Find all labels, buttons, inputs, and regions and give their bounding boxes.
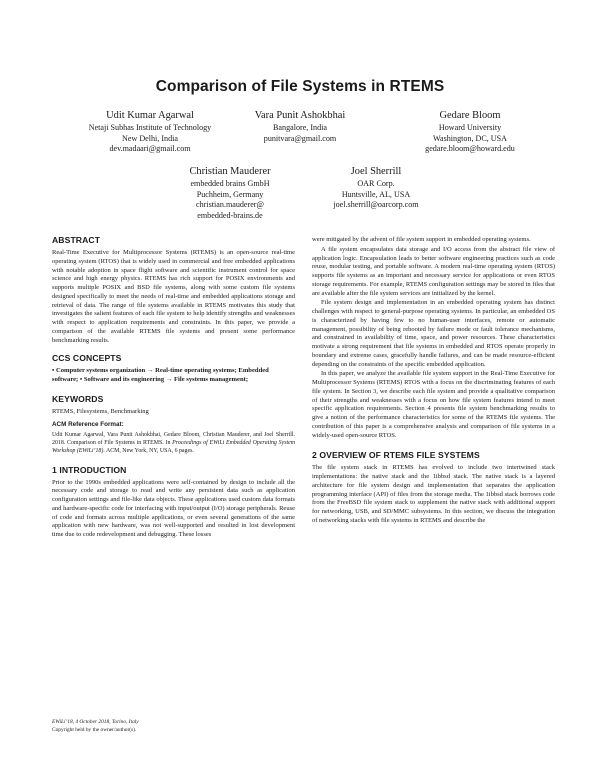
footnote [52,719,295,735]
reference-format-text [52,431,295,455]
ccs-concept-1: • Computer systems organization → Real-time operating systems; Embedded software; [52,367,269,384]
keywords-text: RTEMS, Filesystems, Benchmarking [52,408,149,416]
author-email: joel.sherrill@oarcorp.com [333,200,419,210]
author-block [214,109,386,144]
author-location: Huntsville, AL, USA [341,189,411,199]
author-email-cont: embedded-brains.de [197,210,263,220]
overview-paragraph: The file system stack in RTEMS has evolved to include two intertwined stack implementations: the native stack and the 1ibbsd stack. The native stack is a layered architecture for file system design and implementation that separates the application programming interface (API) of files from the storage media. The 1ibbsd stack borrows code from the FreeBSD file system stack to supplement the native stack with additional support for networking, USB, and SD/MMC subsystems. In this section, we discuss the integration of networking stacks with file systems in RTEMS and describe the [312,464,555,524]
author-location: Puchheim, Germany [196,189,264,199]
author-name: Christian Mauderer [189,166,271,177]
author-block [62,109,238,155]
author-block [382,109,558,155]
author-location: New Delhi, India [122,133,178,143]
reference-authors: Udit Kumar Agarwal, Vara Punit Ashokbhai, Gedare Bloom, Christian Mauderer, and Joel Sherrill. 2018. Comparison of File Systems in RTEMS. In [52,431,295,446]
intro-paragraph: In this paper, we analyze the available file system support in the Real-Time Executive for Multiprocessor Systems (RTEMS) RTOS with a focus on the discriminating features of each file system. In Section 3, we describe each file system and provide a qualitative comparison of their strengths and weaknesses with a focus on how file system features intend to meet specific application requirements. Section 4 presents file system benchmarking results to give a notion of the performance characteristics for some of the RTEMS file systems. The contribution of this paper is a comprehensive analysis and comparison of file systems in a widely-used open-source RTOS. [312,370,555,439]
overview-heading: 2 OVERVIEW OF RTEMS FILE SYSTEMS [312,450,480,461]
author-name: Joel Sherrill [350,166,402,177]
author-location: Bangalore, India [273,123,327,132]
reference-format-heading: ACM Reference Format: [52,420,124,428]
abstract-text: Real-Time Executive for Multiprocessor Systems (RTEMS) is an open-source real-time operating system (RTOS) that is widely used in commercial and free embedded applications with notable adoption in space flight software and scientific instrument control for space science and high energy physics. RTEMS has rich support for POSIX environments and supports multiple POSIX and BSD file systems, along with some custom file systems designed specifically to meet the needs of real-time and embedded applications storage and retrieval of data. The range of file systems available in RTEMS motivates this study that investigates the salient features of each file system to help identify strengths and weaknesses with respect to application requirements and constraints. In this paper, we provide a comparison of the available RTEMS file systems and present some performance benchmarking results. [52,249,295,344]
ccs-concept-2: • Software and its engineering → File systems management; [78,376,249,384]
intro-paragraph-cont: were mitigated by the advent of file system support in embedded operating systems. [312,236,531,243]
author-affiliation: Howard University [438,123,502,132]
author-email: gedare.bloom@howard.edu [425,144,515,154]
footnote-copyright: Copyright held by the owner/author(s). [52,726,137,733]
introduction-heading: 1 INTRODUCTION [52,464,127,475]
author-affiliation: embedded brains GmbH [190,179,270,188]
intro-paragraph: A file system encapsulates data storage and I/O access from the abstract file view of application logic. Encapsulation leads to better software engineering practices such as code reuse, modular testing, and portable software. A modern real-time operating system (RTOS) supports file systems as an important and necessary service for applications or even RTOS storage requirements. For example, RTEMS configuration settings may be stored in files that are available after the file system services are initialized by the kernel. [312,245,555,297]
author-affiliation: OAR Corp. [357,179,395,188]
ccs-concepts [52,367,295,385]
author-name: Gedare Bloom [439,110,501,121]
author-name: Vara Punit Ashokbhai [254,110,346,121]
author-name: Udit Kumar Agarwal [106,110,194,121]
reference-publisher: ACM, New York, NY, USA, 6 pages. [104,447,194,454]
paper-title: Comparison of File Systems in RTEMS [155,78,445,95]
reference-proceedings: Proceedings of EWiLi Embedded Operating System Workshop (EWiLi’18). [52,439,295,454]
left-column [52,235,295,541]
author-block [288,165,464,211]
intro-paragraph: File system design and implementation in an embedded operating system has distinct challenges with respect to general-purpose operating systems. In particular, an embedded OS is characterized by having few to no human-user interfaces, remote or automatic management, possibility of being rebooted by failure mode or fault tolerance mechanisms, and constrained in availability of time, space, and power resources. These characteristics motivate a strong requirement that file systems in embedded and RTOS operate properly in boundary and extreme cases, gracefully handle failures, and can be made resource-efficient depending on the constraints of the specific embedded application. [312,299,555,368]
author-email: dev.madaari@gmail.com [109,144,191,154]
author-email: christian.mauderer@ [196,200,264,210]
author-location: Washington, DC, USA [433,133,507,143]
keywords-heading: KEYWORDS [52,394,104,405]
footnote-venue: EWiLi’18, 4 October 2018, Torino, Italy [52,719,139,725]
author-affiliation: Netaji Subhas Institute of Technology [88,123,212,132]
intro-paragraph: Prior to the 1990s embedded applications were self-contained by design to include all the necessary code and storage to read and write any persistent data such as application configuration settings and file-like data objects. These applications used custom data formats and hardware-specific code for interfacing with input/output (I/O) storage peripherals. Reuse of code and formats across multiple applications, or even several generations of the same application with new hardware, was not well-supported and resulted in lost development time due to code redevelopment and debugging. These losses [52,478,295,539]
right-column [312,236,555,527]
author-email: punitvara@gmail.com [263,133,337,143]
ccs-heading: CCS CONCEPTS [52,353,122,364]
abstract-heading: ABSTRACT [52,235,101,245]
